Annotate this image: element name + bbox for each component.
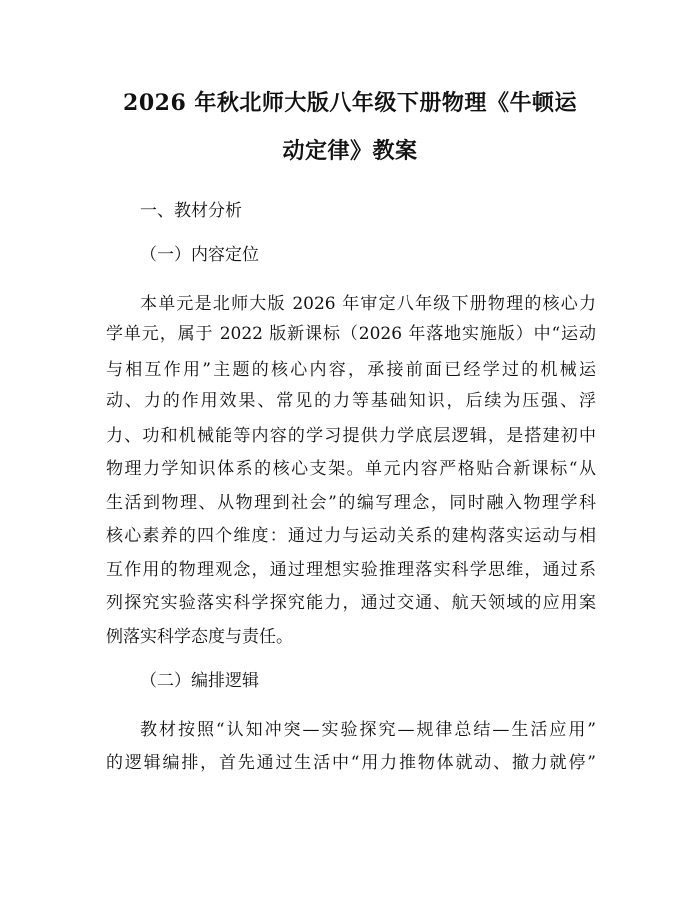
paragraph-line: 与相互作用”主题的核心内容，承接前面已经学过的机械运: [106, 360, 596, 380]
paragraph-line: 列探究实验落实科学探究能力，通过交通、航天领域的应用案: [106, 593, 596, 613]
paragraph-line: 的逻辑编排，首先通过生活中“用力推物体就动、撤力就停”: [106, 753, 596, 773]
paragraph-line: 物理力学知识体系的核心支架。单元内容严格贴合新课标“从: [106, 459, 596, 479]
paragraph-line: 力、功和机械能等内容的学习提供力学底层逻辑，是搭建初中: [106, 426, 596, 446]
paragraph-line: 互作用的物理观念，通过理想实验推理落实科学思维，通过系: [106, 560, 596, 580]
subsection-heading-layout-logic: （二）编排逻辑: [140, 671, 259, 691]
paragraph-line: 例落实科学态度与责任。: [106, 627, 293, 647]
paragraph-line: 本单元是北师大版 2026 年审定八年级下册物理的核心力: [140, 294, 596, 314]
paragraph-line: 学单元，属于 2022 版新课标（2026 年落地实施版）中“运动: [106, 324, 596, 344]
paragraph-line: 核心素养的四个维度：通过力与运动关系的建构落实运动与相: [106, 526, 596, 546]
paragraph-line: 生活到物理、从物理到社会”的编写理念，同时融入物理学科: [106, 493, 596, 513]
paragraph-line: 动、力的作用效果、常见的力等基础知识，后续为压强、浮: [106, 391, 596, 411]
paragraph-line: 教材按照“认知冲突—实验探究—规律总结—生活应用”: [140, 720, 596, 740]
section-heading-materials-analysis: 一、教材分析: [140, 201, 242, 221]
document-title-line-1: 2026 年秋北师大版八年级下册物理《牛顿运: [123, 90, 577, 116]
subsection-heading-content-positioning: （一）内容定位: [140, 245, 259, 265]
document-title-line-2: 动定律》教案: [282, 138, 418, 164]
